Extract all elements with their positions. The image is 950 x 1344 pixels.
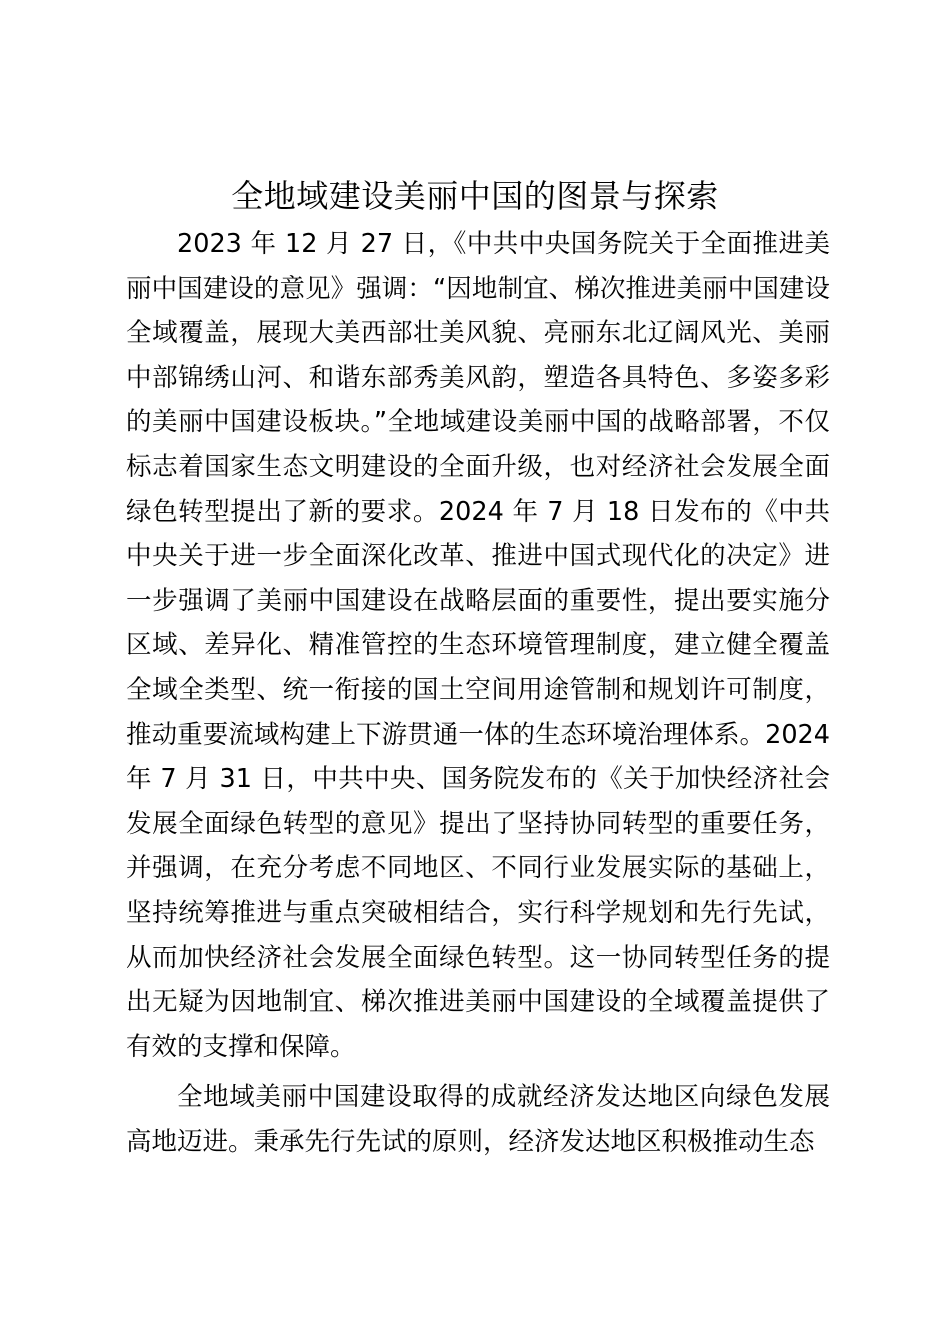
paragraph-2: 全地域美丽中国建设取得的成就经济发达地区向绿色发展高地迈进。秉承先行先试的原则，经济发达地区积极推动生态 <box>126 1082 830 1157</box>
paragraph-1: 2023 年 12 月 27 日，《中共中央国务院关于全面推进美丽中国建设的意见》强调：“因地制宜、梯次推进美丽中国建设全域覆盖，展现大美西部壮美风貌、亮丽东北辽阔风光、美丽中部锦绣山河、和谐东部秀美风韵，塑造各具特色、多姿多彩的美丽中国建设板块。”全地域建设美丽中国的战略部署，不仅标志着国家生态文明建设的全面升级，也对经济社会发展全面绿色转型提出了新的要求。2024 年 7 月 18 日发布的《中共中央关于进一步全面深化改革、推进中国式现代化的决定》进一步强调了美丽中国建设在战略层面的重要性，提出要实施分区域、差异化、精准管控的生态环境管理制度，建立健全覆盖全域全类型、统一衔接的国土空间用途管制和规划许可制度，推动重要流域构建上下游贯通一体的生态环境治理体系。2024 年 7 月 31 日，中共中央、国务院发布的《关于加快经济社会发展全面绿色转型的意见》提出了坚持协同转型的重要任务，并强调，在充分考虑不同地区、不同行业发展实际的基础上，坚持统筹推进与重点突破相结合，实行科学规划和先行先试，从而加快经济社会发展全面绿色转型。这一协同转型任务的提出无疑为因地制宜、梯次推进美丽中国建设的全域覆盖提供了有效的支撑和保障。 <box>126 229 830 1062</box>
document-title: 全地域建设美丽中国的图景与探索 <box>231 177 719 215</box>
document-body <box>126 222 830 1164</box>
